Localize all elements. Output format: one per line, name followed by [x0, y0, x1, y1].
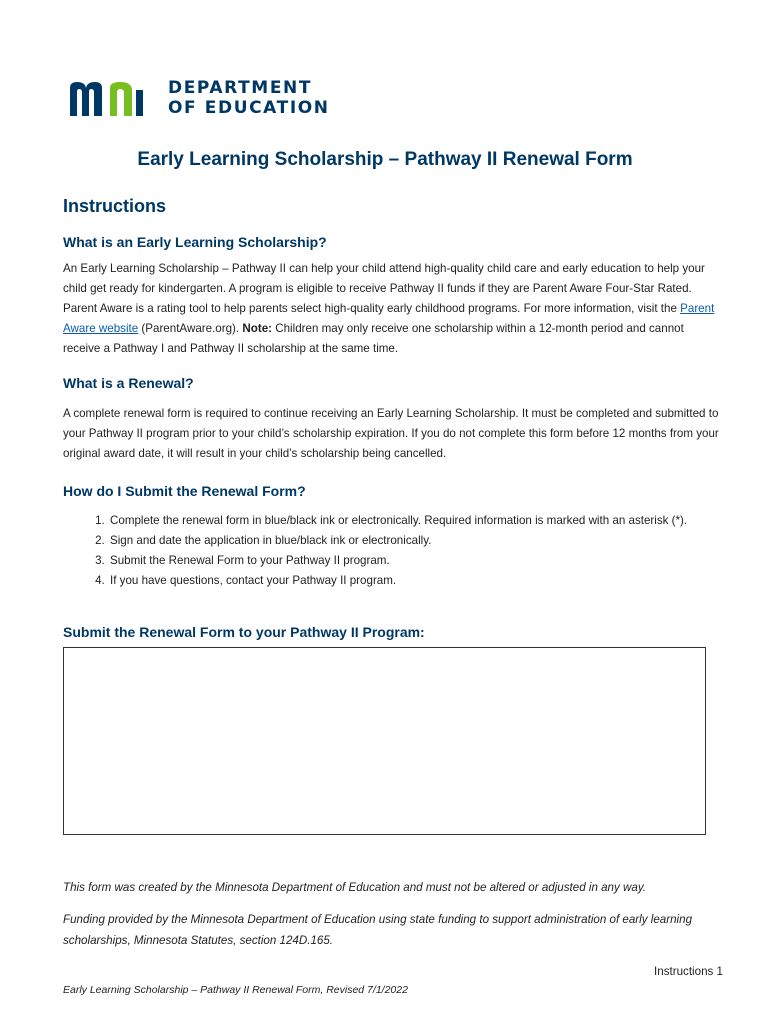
- mn-logo-mark: [68, 78, 156, 118]
- how-submit-heading: How do I Submit the Renewal Form?: [63, 483, 306, 499]
- created-by-notice: This form was created by the Minnesota Department of Education and must not be altered or adjusted in any way.: [63, 881, 647, 894]
- step-item: 1. Complete the renewal form in blue/black ink or electronically. Required information is marked with an asterisk (*).: [108, 511, 748, 531]
- instructions-heading: Instructions: [63, 196, 167, 216]
- what-is-paragraph: [63, 259, 723, 359]
- what-is-text: An Early Learning Scholarship – Pathway II can help your child attend high-quality child care and early education to help your child get ready for kindergarten. A program is eligible to receive Pathway II funds if they are Parent Aware Four-Star Rated. Parent Aware is a rating tool to help parents select high-quality early childhood programs. For more information, visit the: [63, 262, 705, 315]
- page-number: Instructions 1: [654, 965, 723, 978]
- logo-wordmark: [168, 78, 330, 118]
- renewal-paragraph: A complete renewal form is required to continue receiving an Early Learning Scholarship. It must be completed and submitted to your Pathway II program prior to your child’s scholarship expiration. If you do not complete this form before 12 months from your original award date, it will result in your child’s scholarship being cancelled.: [63, 407, 719, 460]
- submit-to-heading: Submit the Renewal Form to your Pathway II Program:: [63, 624, 425, 640]
- renewal-heading: What is a Renewal?: [63, 375, 194, 391]
- form-title: Early Learning Scholarship – Pathway II Renewal Form: [137, 149, 633, 170]
- step-item: 4. If you have questions, contact your Pathway II program.: [108, 571, 748, 591]
- what-is-heading: What is an Early Learning Scholarship?: [63, 234, 327, 250]
- mde-logo: [68, 78, 330, 118]
- funding-notice: Funding provided by the Minnesota Department of Education using state funding to support administration of early learning scholarships, Minnesota Statutes, section 124D.165.: [63, 913, 693, 947]
- what-is-text-after-link: (ParentAware.org).: [138, 322, 243, 335]
- program-info-box[interactable]: [63, 647, 706, 835]
- parent-aware-link[interactable]: Parent Aware website: [63, 302, 715, 335]
- logo-line-2: OF EDUCATION: [168, 98, 330, 118]
- note-text: Children may only receive one scholarship within a 12-month period and cannot receive a Pathway I and Pathway II scholarship at the same time.: [63, 322, 684, 355]
- step-item: 3. Submit the Renewal Form to your Pathway II program.: [108, 551, 748, 571]
- logo-line-1: DEPARTMENT: [168, 78, 313, 98]
- page-footer: Early Learning Scholarship – Pathway II Renewal Form, Revised 7/1/2022: [63, 984, 408, 996]
- submit-steps-list: [63, 511, 748, 591]
- note-label: Note:: [242, 322, 272, 335]
- step-item: 2. Sign and date the application in blue/black ink or electronically.: [108, 531, 748, 551]
